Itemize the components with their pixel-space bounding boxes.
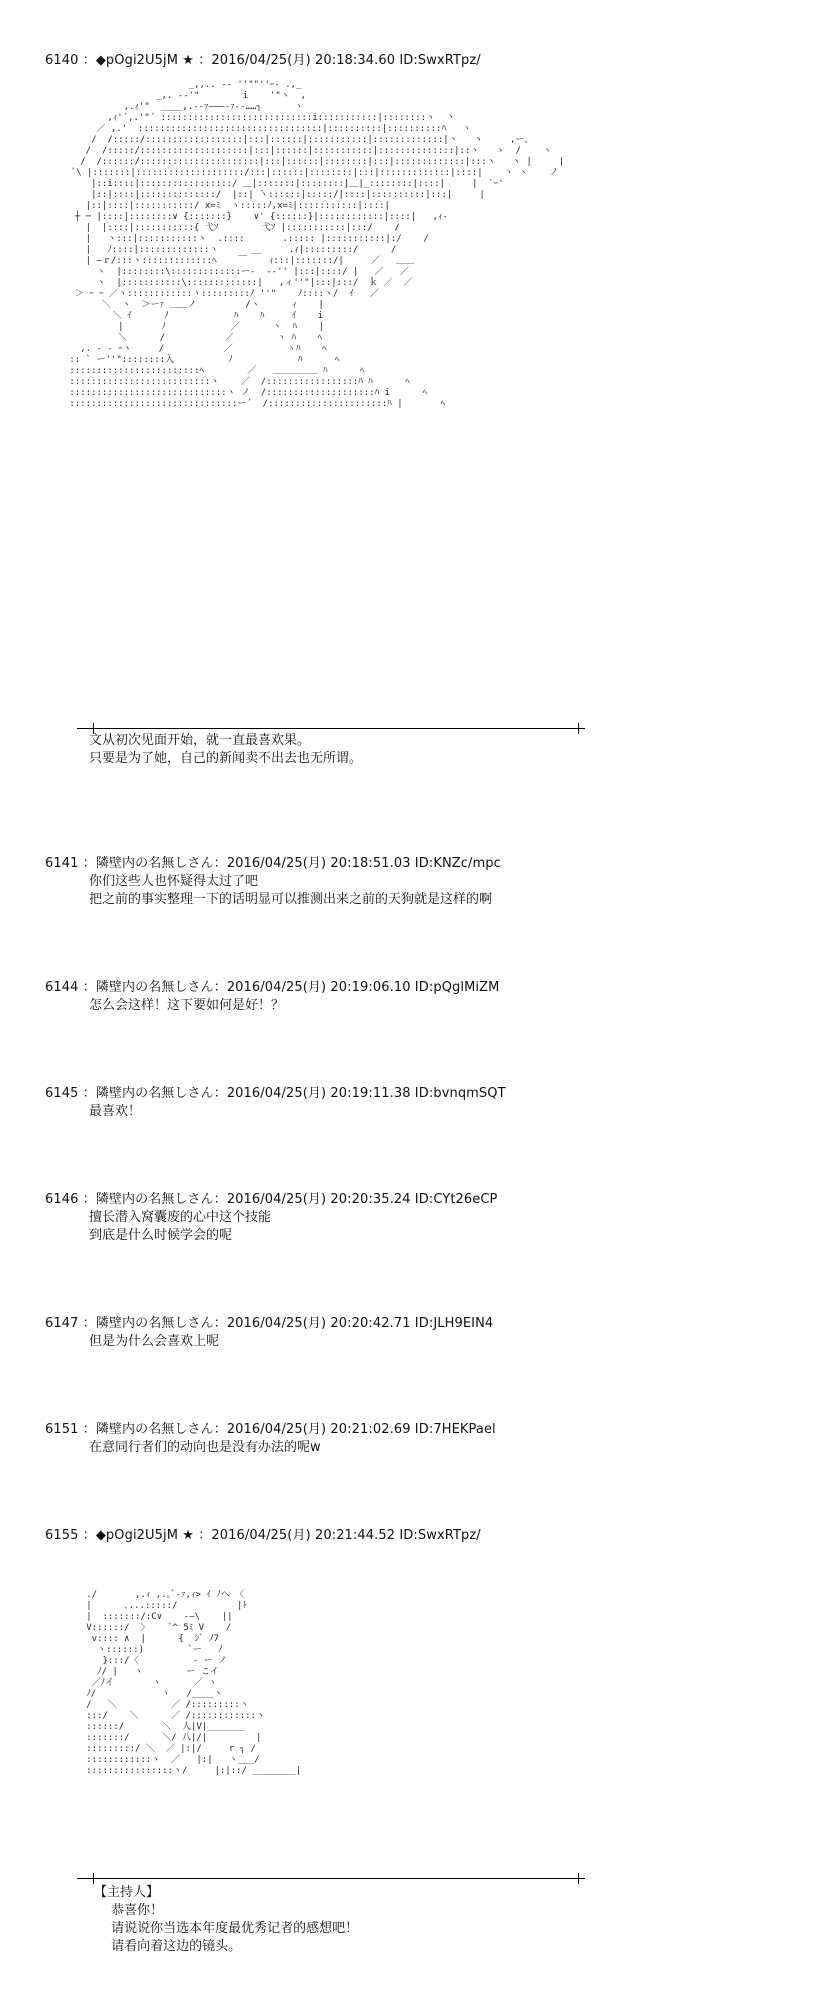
comment-line: 到底是什么时候学会的呢 [89, 1228, 233, 1243]
comment-line: 文从初次见面开始，就一直最喜欢果。 [89, 733, 311, 748]
comment-line: 擅长潜入窝囊废的心中这个技能 [89, 1210, 272, 1225]
post-comment [89, 1333, 219, 1351]
post-comment [89, 1103, 141, 1121]
post-header: 6145 ：隣壁内の名無しさん：2016/04/25(月) 20:19:11.38 ID:bvnqmSQT [45, 1086, 506, 1101]
comment-line: 请看向着这边的镜头。 [94, 1939, 242, 1954]
divider-tick-right [578, 723, 579, 734]
post-header: 6147 ：隣壁内の名無しさん：2016/04/25(月) 20:20:42.71 ID:JLH9EIN4 [45, 1316, 494, 1331]
post-comment [89, 732, 362, 768]
comment-line: 把之前的事实整理一下的话明显可以推测出来之前的天狗就是这样的啊 [89, 892, 493, 907]
divider-line [77, 728, 585, 729]
post-comment [89, 997, 284, 1015]
post-header: 6140 ：◆pOgi2U5jM ★ ：2016/04/25(月) 20:18:34.60 ID:SwxRTpz/ [45, 53, 481, 68]
divider-tick-right [578, 1873, 579, 1884]
comment-line: 只要是为了她，自己的新闻卖不出去也无所谓。 [89, 751, 363, 766]
ascii-art-illustration: _,,.. -‐ ''""''ｰ- .,_ _,. -‐'" i '"ヽ , ,.ｨ'" ____,.--ｧ―――-ｧ-‐……┐ ヽ ,ｨ'´,.'"´ ::::::::::::::::::::::::::::i:::::::::::|::::::::ヽ 丶 ／ ,.' ::::::::::::::::::::::::::::::::::|::::::::::|::::::::::ﾊ ヽ / /:::::/::::::::::::::::::|:::|::::::|:::::::::::|:::::::::::::|ヽ ヽ ,ー、 / /:::::/::::::::::::::::::::|:::|::::::|:::::::::::|::::::::::::::|::ヽ ゝ / ヽ / /::::::/::::::::::::::::::::::|:::|::::::|::::::::|:::|:::::::::::::|:::ヽ ヽ | | ﾞ\ |:::::::|::::::::::::::::::::/:::|::::::|::::::::|:::|:::::::::::::|::::| ヽ ヽ ノ |::i::::|:::::::::::::::::/ ＿|:::::::|::::::::|＿|_::::::::|::::| | `ｰ' |::|::::|::::::::::::::/ |::| ̄ヽ::::::|:::::/|::::|::::::::::|:::| | |::|::::|:::::::::::/ x=ﾐ ヽ:::::ﾉ,x=ﾐ|:::::::::::|::::| ┼ ─ |::::|::::::::∨ {:::::::} ∨' {::::::}|::::::::::::|::::| ,ｨ‐ | |::::|:::::::::::{ 弋ｿ 弋ｿ |:::::::::::|:::/ / | ヽ:::|:::::::::::ヽ .:::: .::::: |:::::::::::|:/ / | ﾉ::::|:::::::::::::ヽ __ .ｨ|:::::::::/ / | ―ｒ/:::ヽ:::::::::::::ﾍ ￣ ｨ:::|:::::::/| ／ ＿＿ ヽ |::::::::\:::::::::::::ー- -‐'' |:::|::::/ | ／ ／ ヽ |:::::::::::\:::::::::::::| ,ィ''"|:::|:::/ ｋ ／ ／ ＞ ｰ ｰ ／ヽ::::::::::::ヽ:::::::::ﾉ ''" ﾉ::::ヽ/ ｲ ／ ＼ ヽ ＞ーｧ ＿＿ノ /ヽ ｨ | ＼ ｲ ﾉ ﾊ ﾊ ｲ i | ﾉ ／ ヽ ﾊ | ＼ / ／ ヽ ﾊ ﾍ ,. - ‐ ｰヽ / ／ ヽﾊ ﾍ :: ` ー''"::::::::入 ﾉ ﾊ ﾍ ::::::::::::::::::::::::ﾍ ／ ＿＿＿＿＿ ﾊ ﾍ ::::::::::::::::::::::::::ヽ ／ /:::::::::::::::::ﾊ ﾊ ﾍ :::::::::::::::::::::::::::::ヽ ノ /::::::::::::::::::::ﾊ i ﾍ :::::::::::::::::::::::::::::::ー´ /::::::::::::::::::::::ﾊ | ﾍ [69, 80, 565, 409]
comment-line: 你们这些人也怀疑得太过了吧 [89, 874, 259, 889]
post-comment [89, 1209, 271, 1245]
divider-tick-left [93, 1873, 94, 1884]
post-header: 6155 ：◆pOgi2U5jM ★ ：2016/04/25(月) 20:21:44.52 ID:SwxRTpz/ [45, 1528, 481, 1543]
comment-line: 但是为什么会喜欢上呢 [89, 1334, 220, 1349]
comment-line: 【主持人】 [94, 1885, 160, 1900]
post-comment [94, 1884, 358, 1956]
comment-line: 在意同行者们的动向也是没有办法的呢w [89, 1440, 321, 1455]
post-comment [89, 1439, 321, 1457]
post-header: 6146 ：隣壁内の名無しさん：2016/04/25(月) 20:20:35.24 ID:CYt26eCP [45, 1192, 498, 1207]
comment-line: 最喜欢！ [89, 1104, 142, 1119]
ascii-art-illustration: ./ ,.ｨ ,.｡ﾞ-ｧ,ｨ> ｲ ﾉへ 〈 | ､...:::::/ |ﾄ | :::::::/:C∨ ‐―\ || V::::::/ 〉 ﾞ^ 5ﾐ V / v:::: ∧ | { ｼﾞ ﾉ7 ヽ::::::) `ー ﾉ }:::/〈 ‐ ー ノ ﾉ/ | ヽ ー こイ ／ﾉイ ヽ ／ ヽ ﾉ/ ヽ /____ヽ / ＼ ／ /:::::::::ヽ :::/ ＼ ／ /::::::::::::ヽ ::::::/ ＼ 人|V|_______ :::::::/ ＼/ 八|/| | :::::::::/ ＼ ／ |:|/ r ┐ / ::::::::::::ヽ ／ |:| ヽ___/ ::::::::::::::::ヽ/ |:|::/ ________| [86, 1590, 302, 1776]
post-header: 6151 ：隣壁内の名無しさん：2016/04/25(月) 20:21:02.69 ID:7HEKPael [45, 1422, 496, 1437]
comment-line: 恭喜你！ [94, 1903, 164, 1918]
divider-line [77, 1878, 585, 1879]
post-header: 6141 ：隣壁内の名無しさん：2016/04/25(月) 20:18:51.03 ID:KNZc/mpc [45, 856, 501, 871]
post-header: 6144 ：隣壁内の名無しさん：2016/04/25(月) 20:19:06.10 ID:pQglMiZM [45, 980, 500, 995]
comment-line: 请说说你当选本年度最优秀记者的感想吧！ [94, 1921, 359, 1936]
comment-line: 怎么会这样！这下要如何是好！？ [89, 998, 285, 1013]
post-comment [89, 873, 492, 909]
